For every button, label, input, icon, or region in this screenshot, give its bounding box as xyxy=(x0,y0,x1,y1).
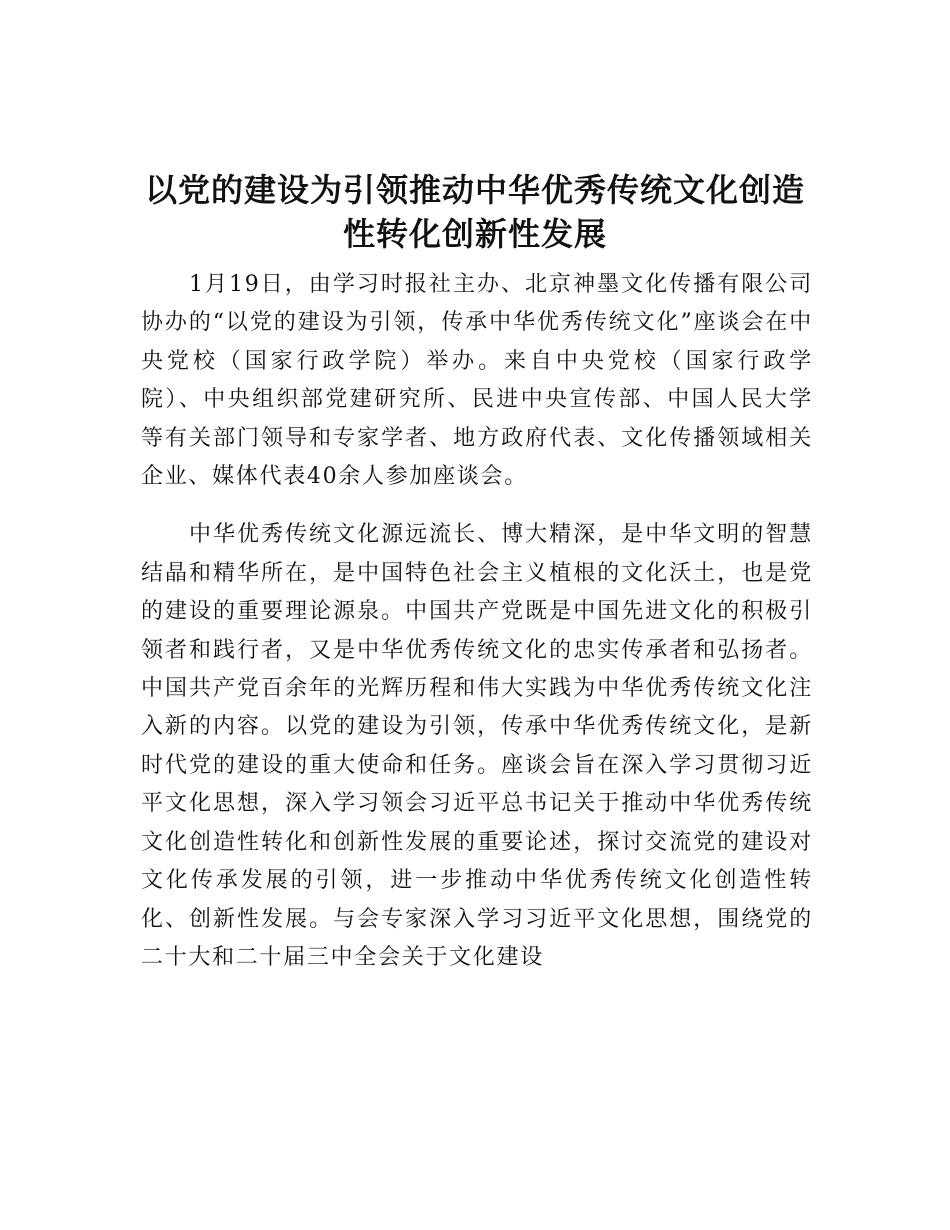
paragraph-1: 1月19日，由学习时报社主办、北京神墨文化传播有限公司协办的“以党的建设为引领，传承中华优秀传统文化”座谈会在中央党校（国家行政学院）举办。来自中央党校（国家行政学院）、中央组织部党建研究所、民进中央宣传部、中国人民大学等有关部门领导和专家学者、地方政府代表、文化传播领域相关企业、媒体代表40余人参加座谈会。 xyxy=(141,272,813,490)
paragraph-2: 中华优秀传统文化源远流长、博大精深，是中华文明的智慧结晶和精华所在，是中国特色社会主义植根的文化沃土，也是党的建设的重要理论源泉。中国共产党既是中国先进文化的积极引领者和践行者，又是中华优秀传统文化的忠实传承者和弘扬者。中国共产党百余年的光辉历程和伟大实践为中华优秀传统文化注入新的内容。以党的建设为引领，传承中华优秀传统文化，是新时代党的建设的重大使命和任务。座谈会旨在深入学习贯彻习近平文化思想，深入学习领会习近平总书记关于推动中华优秀传统文化创造性转化和创新性发展的重要论述，探讨交流党的建设对文化传承发展的引领，进一步推动中华优秀传统文化创造性转化、创新性发展。与会专家深入学习习近平文化思想，围绕党的二十大和二十届三中全会关于文化建设 xyxy=(141,522,813,970)
article-body xyxy=(141,266,813,977)
document-title xyxy=(130,168,820,256)
title-line-1: 以党的建设为引领推动中华优秀传统文化创造 xyxy=(144,171,805,209)
title-line-2: 性转化创新性发展 xyxy=(342,215,607,253)
